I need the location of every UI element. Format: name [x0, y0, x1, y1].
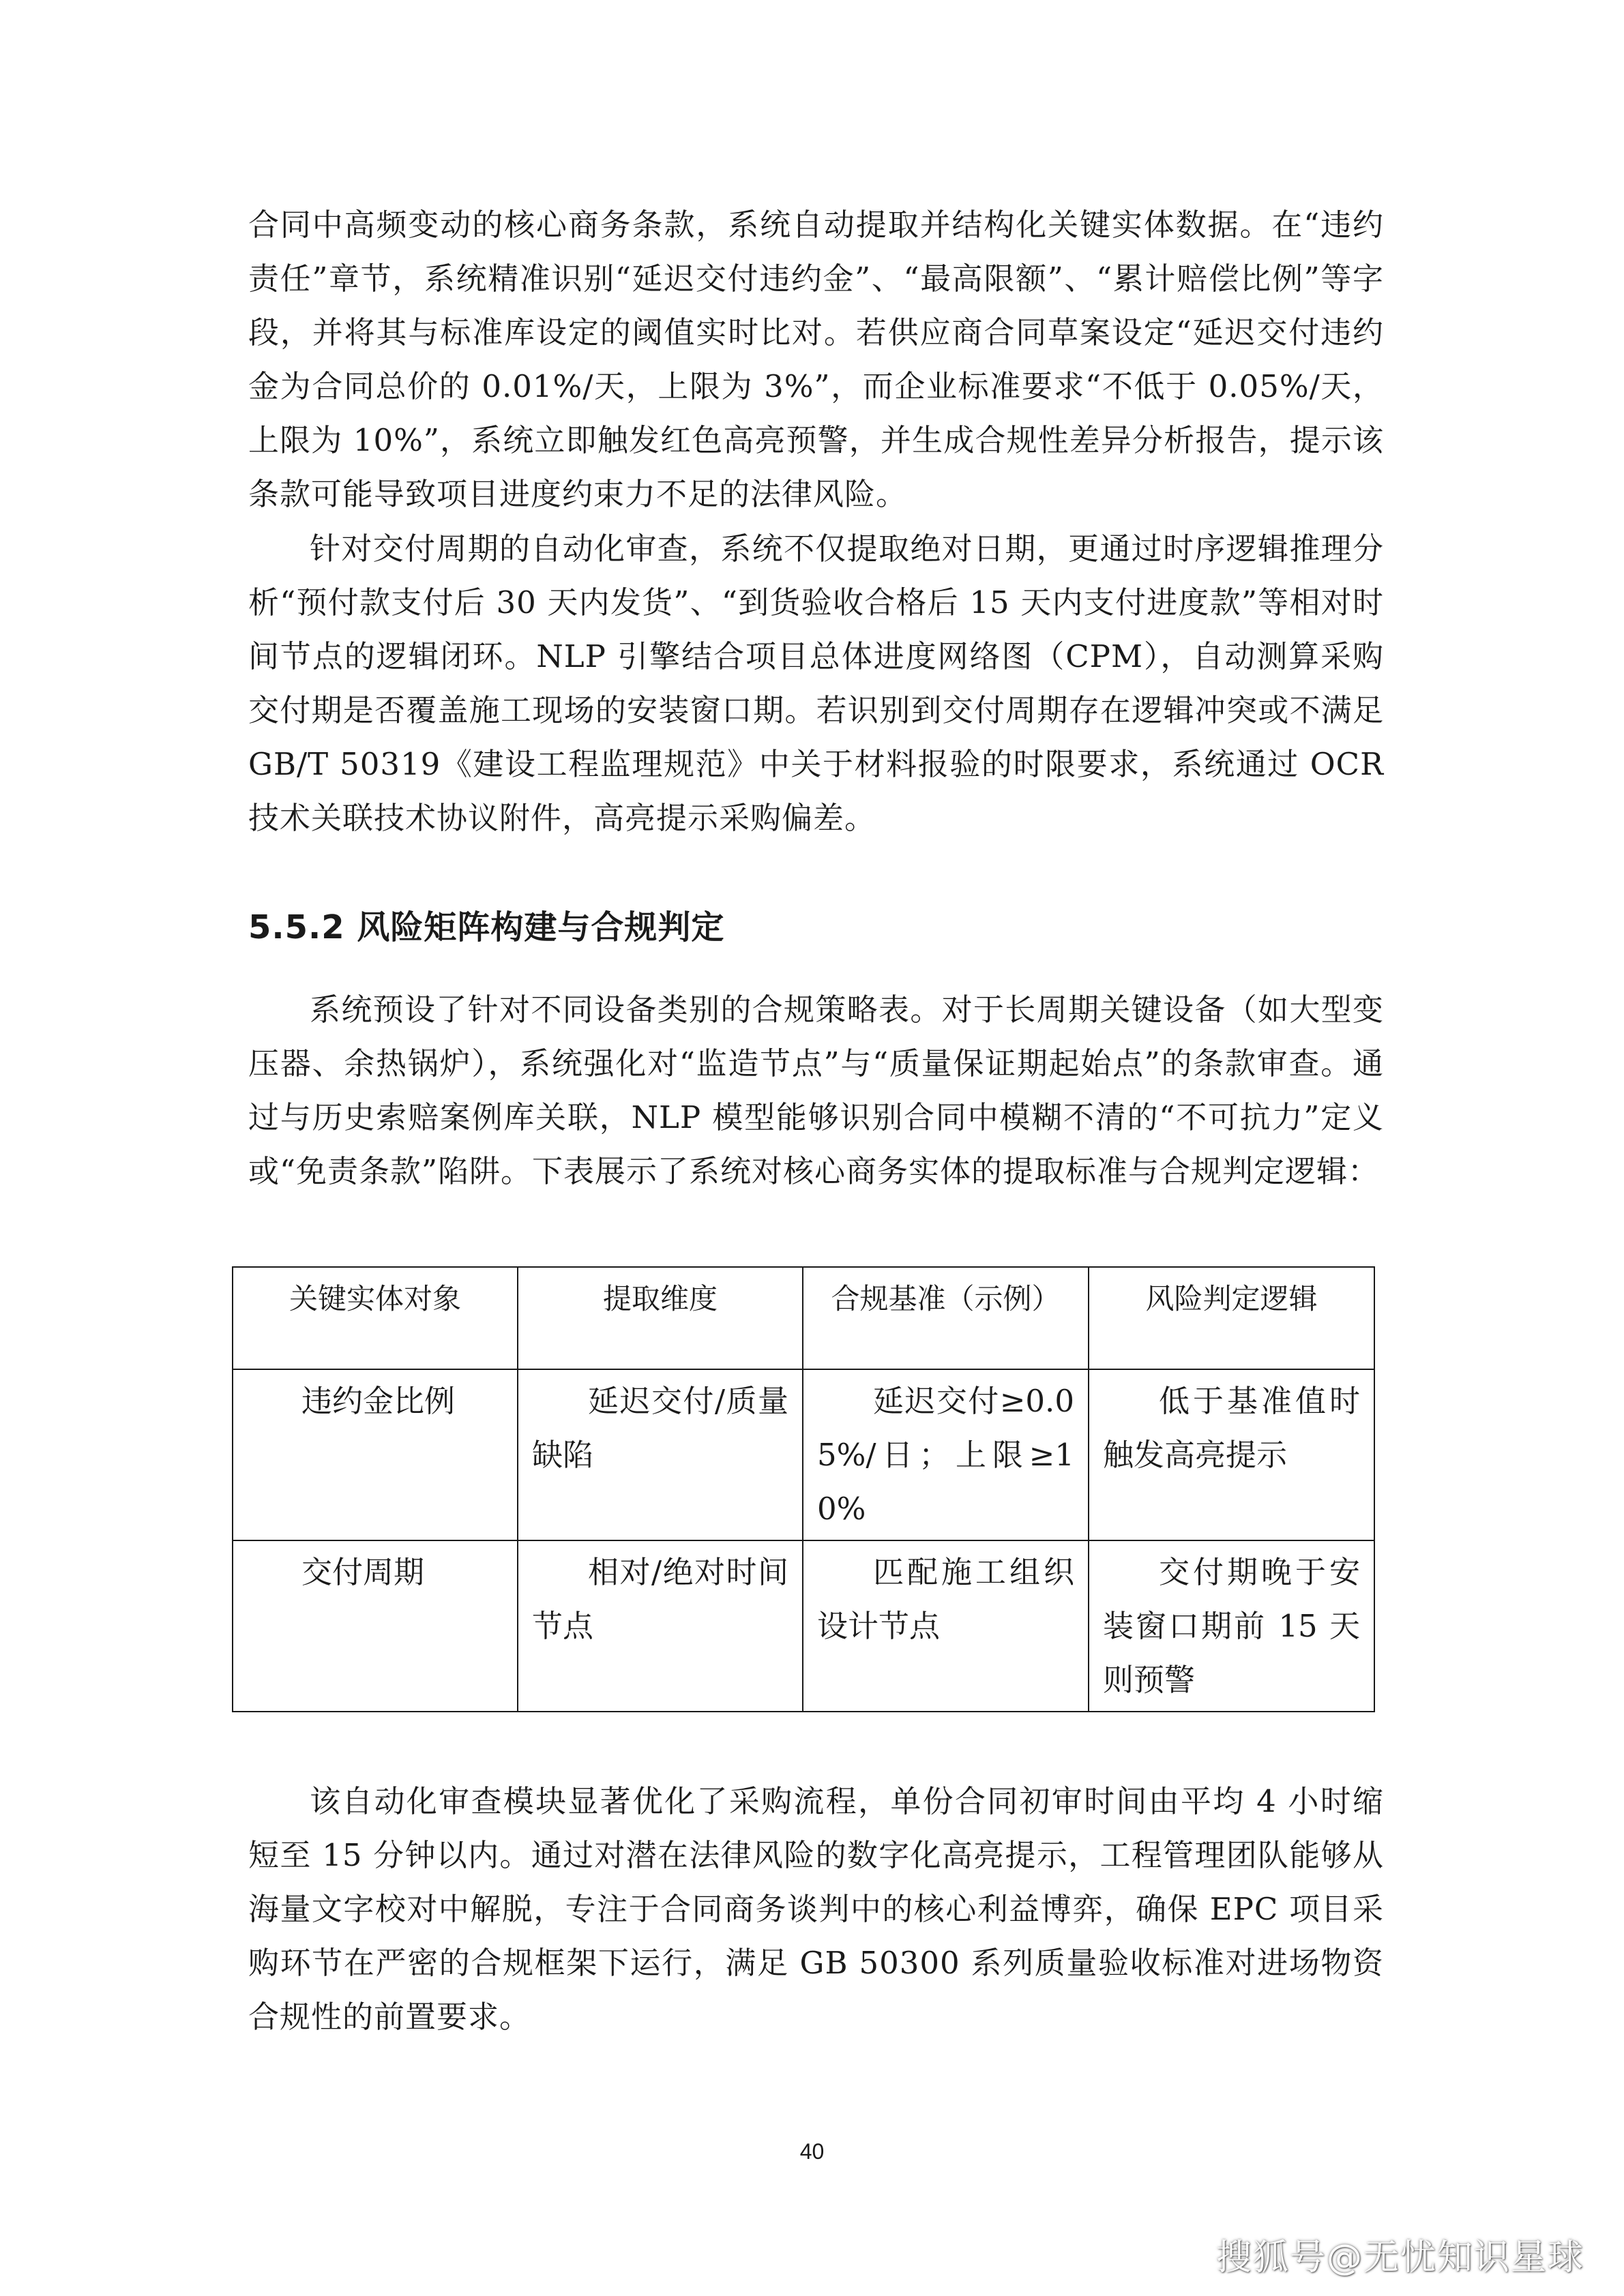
table-cell: 延迟交付/质量缺陷: [518, 1369, 803, 1540]
body-paragraph-1: 合同中高频变动的核心商务条款，系统自动提取并结构化关键实体数据。在“违约责任”章节，系统精准识别“延迟交付违约金”、“最高限额”、“累计赔偿比例”等字段，并将其与标准库设定的阈值实时比对。若供应商合同草案设定“延迟交付违约金为合同总价的 0.01%/天，上限为 3%”，而企业标准要求“不低于 0.05%/天，上限为 10%”，系统立即触发红色高亮预警，并生成合规性差异分析报告，提示该条款可能导致项目进度约束力不足的法律风险。: [248, 207, 1384, 512]
table-row: [233, 1540, 1374, 1712]
table-header-row: [233, 1267, 1374, 1369]
table-cell: 违约金比例: [233, 1369, 518, 1540]
body-paragraph-4: 该自动化审查模块显著优化了采购流程，单份合同初审时间由平均 4 小时缩短至 15 分钟以内。通过对潜在法律风险的数字化高亮提示，工程管理团队能够从海量文字校对中解脱，专注于合同商务谈判中的核心利益博弈，确保 EPC 项目采购环节在严密的合规框架下运行，满足 GB 50300 系列质量验收标准对进场物资合规性的前置要求。: [248, 1783, 1384, 2035]
body-paragraph-2: 针对交付周期的自动化审查，系统不仅提取绝对日期，更通过时序逻辑推理分析“预付款支付后 30 天内发货”、“到货验收合格后 15 天内支付进度款”等相对时间节点的逻辑闭环。NLP 引擎结合项目总体进度网络图（CPM），自动测算采购交付期是否覆盖施工现场的安装窗口期。若识别到交付周期存在逻辑冲突或不满足 GB/T 50319《建设工程监理规范》中关于材料报验的时限要求，系统通过 OCR 技术关联技术协议附件，高亮提示采购偏差。: [248, 531, 1384, 836]
table-header-cell: 风险判定逻辑: [1089, 1267, 1374, 1369]
table-cell: 交付周期: [233, 1540, 518, 1712]
table-cell: 延迟交付≥0.05%/日；上限≥10%: [803, 1369, 1089, 1540]
table-row: [233, 1369, 1374, 1540]
table-header-cell: 提取维度: [518, 1267, 803, 1369]
extraction-rules-table: [232, 1266, 1375, 1712]
table-cell: 相对/绝对时间节点: [518, 1540, 803, 1712]
page-number: 40: [799, 2139, 825, 2164]
table-cell: 交付期晚于安装窗口期前 15 天则预警: [1089, 1540, 1374, 1712]
table-cell: 低于基准值时触发高亮提示: [1089, 1369, 1374, 1540]
body-paragraph-3: 系统预设了针对不同设备类别的合规策略表。对于长周期关键设备（如大型变压器、余热锅炉），系统强化对“监造节点”与“质量保证期起始点”的条款审查。通过与历史索赔案例库关联，NLP 模型能够识别合同中模糊不清的“不可抗力”定义或“免责条款”陷阱。下表展示了系统对核心商务实体的提取标准与合规判定逻辑：: [248, 992, 1384, 1189]
table-cell: 匹配施工组织设计节点: [803, 1540, 1089, 1712]
watermark-text: 搜狐号@无忧知识星球: [1215, 2237, 1584, 2278]
table-header-cell: 关键实体对象: [233, 1267, 518, 1369]
table-header-cell: 合规基准（示例）: [803, 1267, 1089, 1369]
section-heading: 5.5.2 风险矩阵构建与合规判定: [248, 908, 725, 946]
